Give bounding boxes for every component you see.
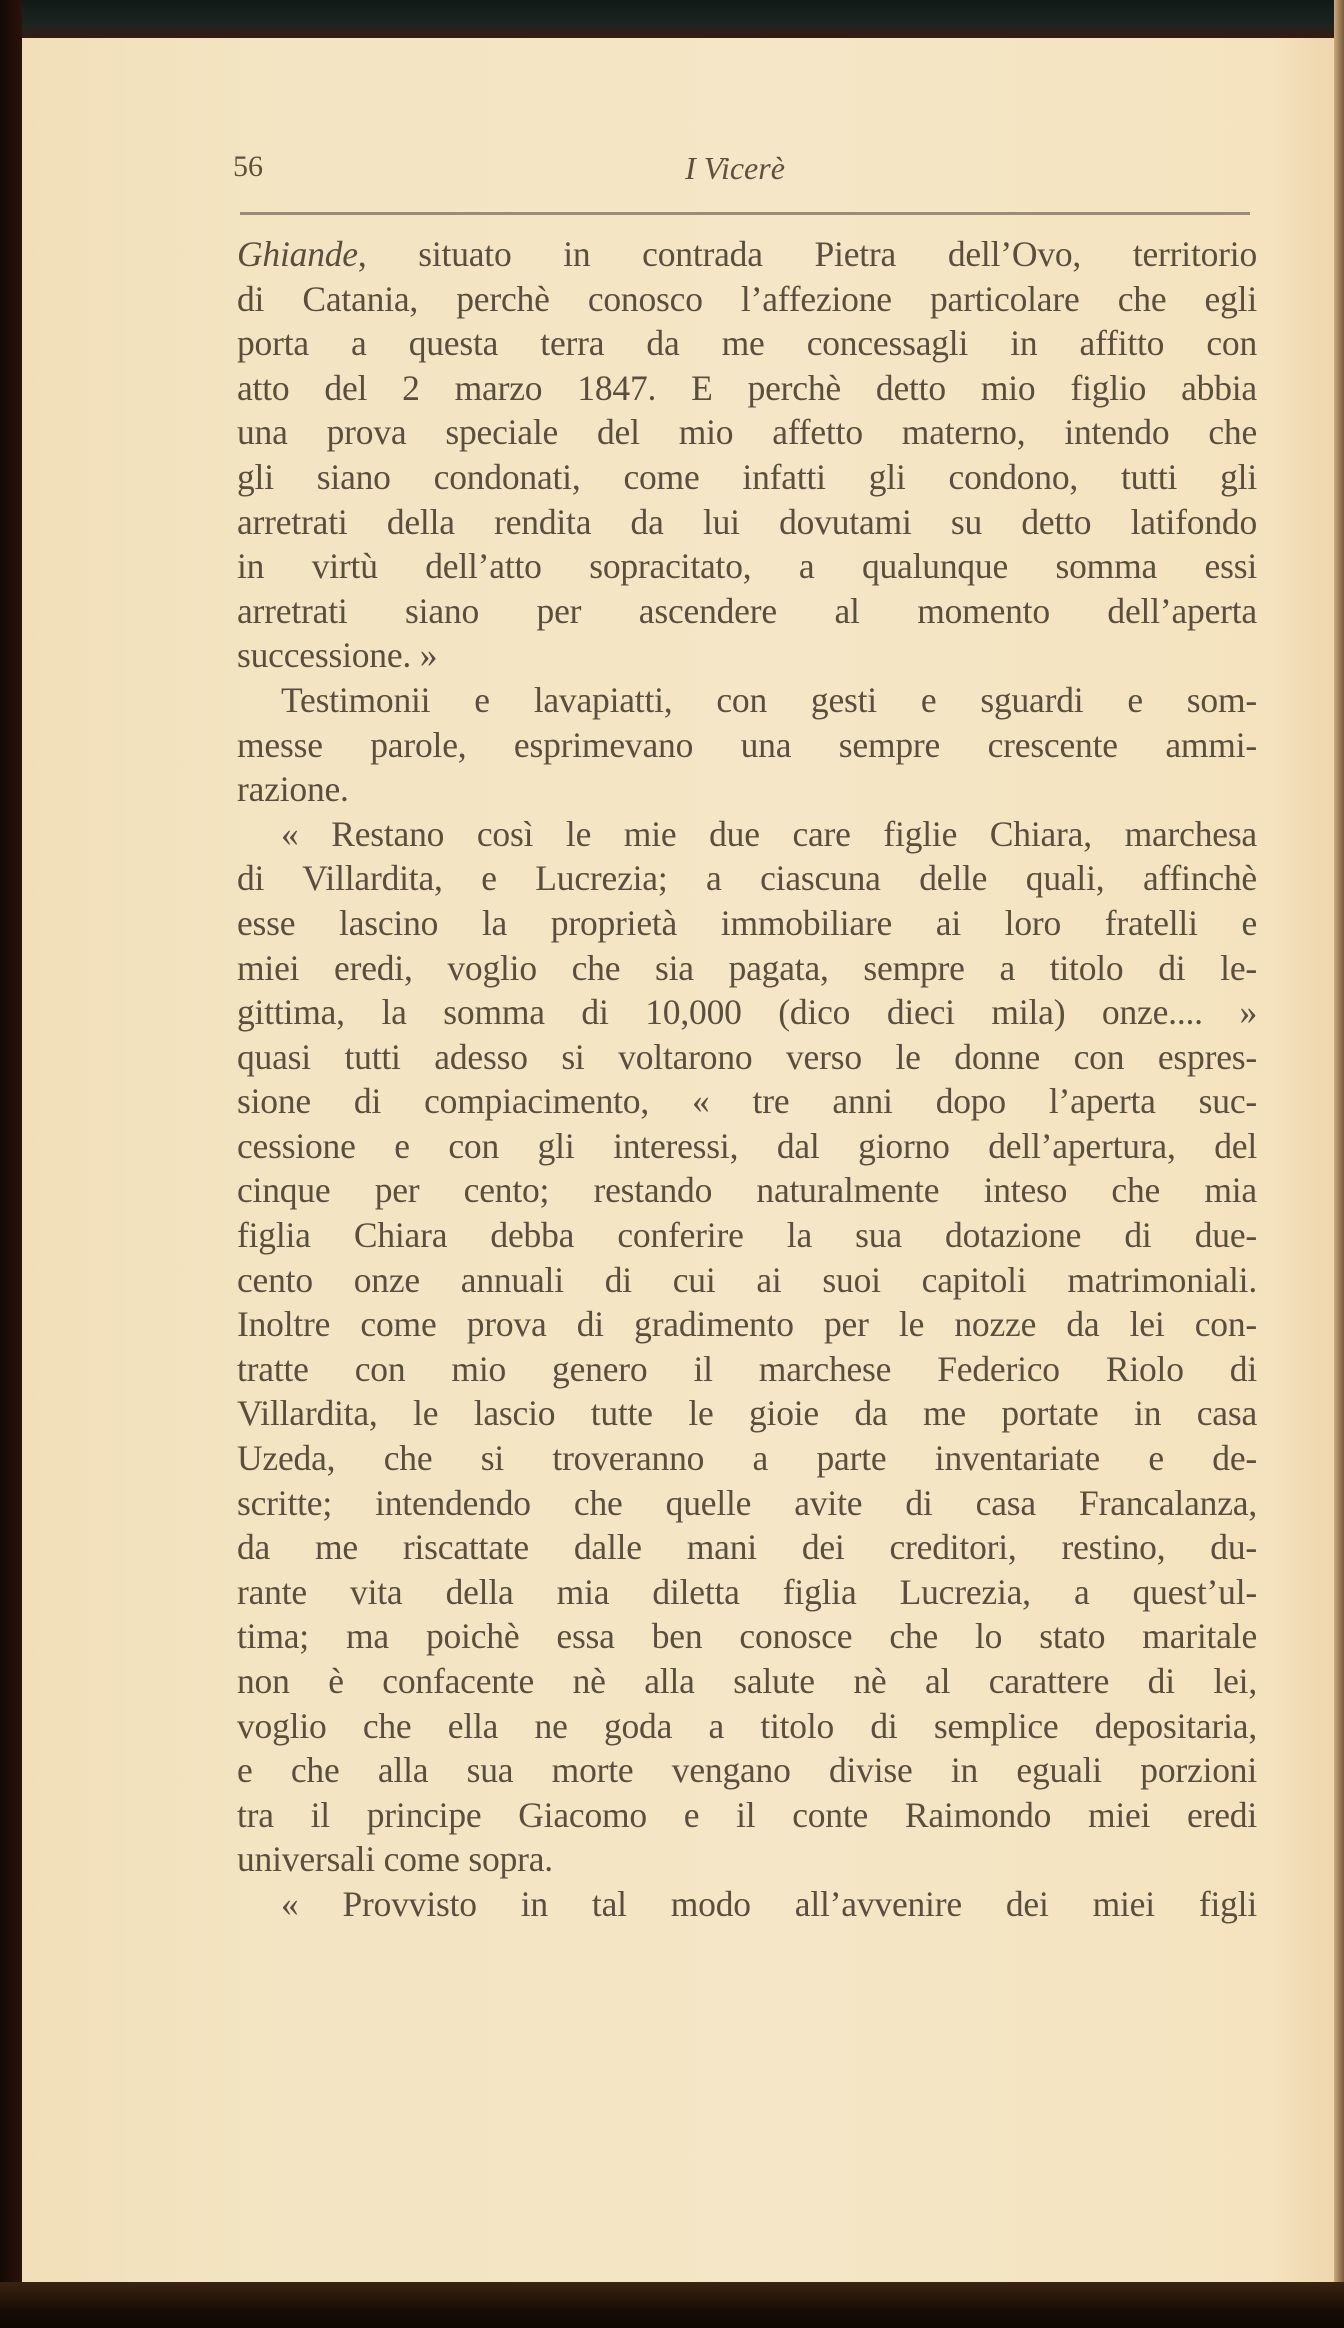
scan-left-edge — [0, 0, 22, 2328]
line-text: una prova speciale del mio affetto materno, intendo che — [237, 412, 1257, 453]
text-line — [237, 1302, 1257, 1347]
page-number: 56 — [233, 150, 263, 183]
line-text: gli siano condonati, come infatti gli condono, tutti gli — [237, 456, 1257, 497]
line-text: esse lascino la proprietà immobiliare ai loro fratelli e — [237, 902, 1257, 943]
line-text: Uzeda, che si troveranno a parte inventariate e de- — [237, 1438, 1257, 1479]
line-text: scritte; intendendo che quelle avite di casa Francalanza, — [237, 1482, 1257, 1523]
line-text: successione. » — [237, 635, 438, 676]
text-line — [237, 812, 1257, 857]
line-text: miei eredi, voglio che sia pagata, sempre a titolo di le- — [237, 947, 1257, 988]
line-text: universali come sopra. — [237, 1839, 553, 1880]
text-line — [237, 321, 1257, 366]
line-text: porta a questa terra da me concessagli in affitto con — [237, 323, 1257, 364]
line-text: voglio che ella ne goda a titolo di semplice depositaria, — [237, 1705, 1257, 1746]
line-text: da me riscattate dalle mani dei creditori, restino, du- — [237, 1527, 1257, 1568]
line-text: cinque per cento; restando naturalmente inteso che mia — [237, 1170, 1257, 1211]
line-text: cento onze annuali di cui ai suoi capitoli matrimoniali. — [237, 1259, 1257, 1300]
text-line — [237, 1391, 1257, 1436]
text-line — [237, 1481, 1257, 1526]
header-rule — [240, 212, 1250, 215]
text-line — [237, 1258, 1257, 1303]
text-line — [237, 1837, 1257, 1882]
line-text: tima; ma poichè essa ben conosce che lo stato maritale — [237, 1616, 1257, 1657]
line-text: , situato in contrada Pietra dell’Ovo, territorio — [357, 234, 1257, 274]
running-title: I Vicerè — [685, 150, 785, 186]
line-text: Testimonii e lavapiatti, con gesti e sguardi e som- — [281, 679, 1257, 720]
text-line — [237, 1213, 1257, 1258]
text-line — [237, 1525, 1257, 1570]
text-line — [237, 1704, 1257, 1749]
text-line — [237, 633, 1257, 678]
body-text — [237, 232, 1257, 1927]
text-line — [237, 1659, 1257, 1704]
line-text: razione. — [237, 769, 349, 810]
line-text: in virtù dell’atto sopracitato, a qualunque somma essi — [237, 546, 1257, 587]
line-text: tratte con mio genero il marchese Federico Riolo di — [237, 1348, 1257, 1389]
line-text: messe parole, esprimevano una sempre crescente ammi- — [237, 724, 1257, 765]
text-line — [237, 723, 1257, 768]
text-line — [237, 946, 1257, 991]
text-line — [237, 1570, 1257, 1615]
text-line — [237, 901, 1257, 946]
line-text: « Provvisto in tal modo all’avvenire dei miei figli — [281, 1883, 1257, 1924]
line-text: atto del 2 marzo 1847. E perchè detto mio figlio abbia — [237, 367, 1257, 408]
text-line — [237, 455, 1257, 500]
italic-word: Ghiande — [237, 234, 358, 274]
text-line — [237, 500, 1257, 545]
line-text: arretrati siano per ascendere al momento dell’aperta — [237, 590, 1257, 631]
text-line — [237, 1748, 1257, 1793]
text-line — [237, 232, 1257, 277]
text-line — [237, 410, 1257, 455]
text-line — [237, 1035, 1257, 1080]
line-text: rante vita della mia diletta figlia Lucrezia, a quest’ul- — [237, 1571, 1257, 1612]
text-line — [237, 1436, 1257, 1481]
text-line — [237, 589, 1257, 634]
text-line — [237, 1614, 1257, 1659]
scan-bottom-edge — [0, 2282, 1344, 2328]
text-line — [237, 856, 1257, 901]
text-line — [237, 1168, 1257, 1213]
text-line — [237, 1124, 1257, 1169]
line-text: figlia Chiara debba conferire la sua dotazione di due- — [237, 1215, 1257, 1256]
text-line — [237, 544, 1257, 589]
line-text: e che alla sua morte vengano divise in eguali porzioni — [237, 1750, 1257, 1791]
text-line — [237, 1347, 1257, 1392]
line-text: di Villardita, e Lucrezia; a ciascuna delle quali, affinchè — [237, 858, 1257, 899]
line-text: cessione e con gli interessi, dal giorno dell’apertura, del — [237, 1125, 1257, 1166]
text-line — [237, 678, 1257, 723]
line-text: tra il principe Giacomo e il conte Raimondo miei eredi — [237, 1794, 1257, 1835]
text-line — [237, 277, 1257, 322]
line-text: « Restano così le mie due care figlie Chiara, marchesa — [281, 813, 1257, 854]
line-text: non è confacente nè alla salute nè al carattere di lei, — [237, 1661, 1257, 1701]
line-text: sione di compiacimento, « tre anni dopo l’aperta suc- — [237, 1081, 1257, 1122]
text-line — [237, 1793, 1257, 1838]
line-text: di Catania, perchè conosco l’affezione particolare che egli — [237, 278, 1257, 319]
line-text: quasi tutti adesso si voltarono verso le donne con espres- — [237, 1036, 1257, 1077]
scan-top-edge — [0, 0, 1344, 40]
scan-right-edge — [1334, 0, 1344, 2328]
line-text: Inoltre come prova di gradimento per le nozze da lei con- — [237, 1304, 1257, 1345]
text-line — [237, 990, 1257, 1035]
text-line — [237, 366, 1257, 411]
line-text: gittima, la somma di 10,000 (dico dieci mila) onze.... » — [237, 992, 1257, 1033]
text-line — [237, 767, 1257, 812]
running-head — [215, 150, 1255, 190]
text-line — [237, 1079, 1257, 1124]
text-line — [237, 1882, 1257, 1927]
line-text: arretrati della rendita da lui dovutami su detto latifondo — [237, 501, 1257, 542]
line-text: Villardita, le lascio tutte le gioie da me portate in casa — [237, 1393, 1257, 1434]
